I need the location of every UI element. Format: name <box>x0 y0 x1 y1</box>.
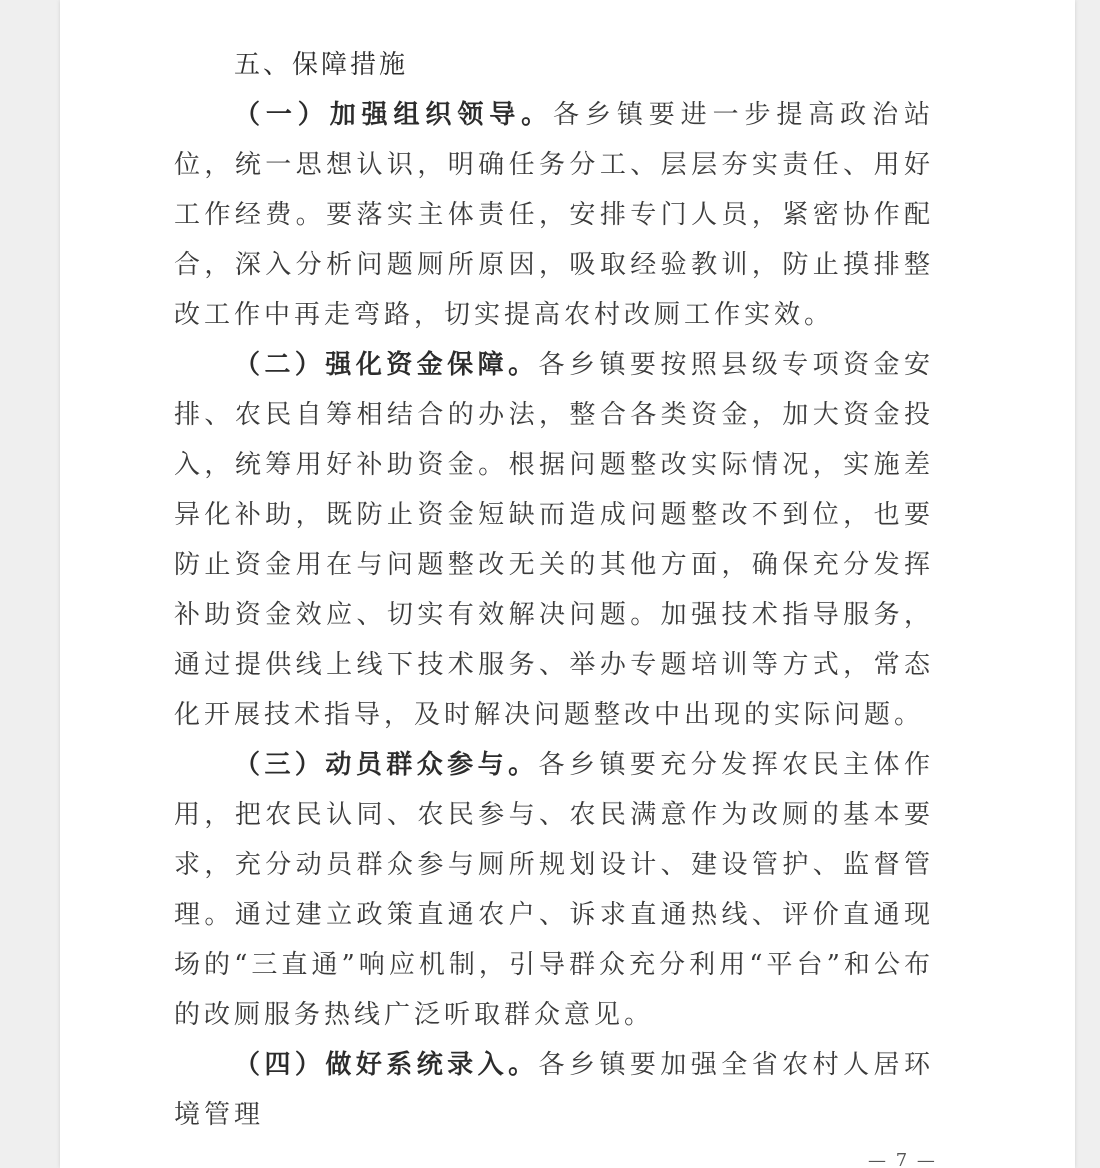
paragraph-title: （三）动员群众参与。 <box>234 750 539 780</box>
page-number: — 7 — <box>868 1150 937 1168</box>
paragraph-title: （四）做好系统录入。 <box>234 1050 539 1080</box>
paragraph-title: （二）强化资金保障。 <box>234 350 539 380</box>
paragraph-system-entry <box>174 1040 934 1140</box>
document-page <box>60 0 1075 1168</box>
paragraph-body: 各乡镇要按照县级专项资金安排、农民自筹相结合的办法，整合各类资金，加大资金投入，统筹用好补助资金。根据问题整改实际情况，实施差异化补助，既防止资金短缺而造成问题整改不到位，也要防止资金用在与问题整改无关的其他方面，确保充分发挥补助资金效应、切实有效解决问题。加强技术指导服务，通过提供线上线下技术服务、举办专题培训等方式，常态化开展技术指导，及时解决问题整改中出现的实际问题。 <box>174 350 934 730</box>
document-content <box>174 40 934 1140</box>
paragraph-body: 各乡镇要进一步提高政治站位，统一思想认识，明确任务分工、层层夯实责任、用好工作经费。要落实主体责任，安排专门人员，紧密协作配合，深入分析问题厕所原因，吸取经验教训，防止摸排整改工作中再走弯路，切实提高农村改厕工作实效。 <box>174 100 934 330</box>
section-heading: 五、保障措施 <box>234 50 409 80</box>
paragraph-body: 各乡镇要加强全省农村人居环境管理 <box>174 1050 934 1130</box>
paragraph-body: 各乡镇要充分发挥农民主体作用，把农民认同、农民参与、农民满意作为改厕的基本要求，充分动员群众参与厕所规划设计、建设管护、监督管理。通过建立政策直通农户、诉求直通热线、评价直通现场的“三直通”响应机制，引导群众充分利用“平台”和公布的改厕服务热线广泛听取群众意见。 <box>174 750 934 1030</box>
paragraph-public-participation <box>174 740 934 1040</box>
paragraph-funding-guarantee <box>174 340 934 740</box>
paragraph-title: （一）加强组织领导。 <box>234 100 554 130</box>
paragraph-organization-leadership <box>174 90 934 340</box>
